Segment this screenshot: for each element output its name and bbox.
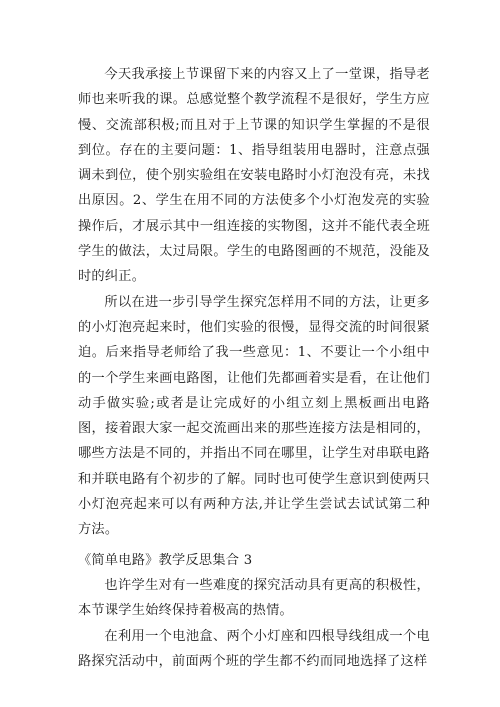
document-page [78,62,430,674]
paragraph-circuit-activity: 在利用一个电池盒、两个小灯座和四根导线组成一个电路探究活动中，前面两个班的学生都不约而同地选择了这样 [78,628,430,669]
section-title: 《简单电路》教学反思集合 3 [78,552,253,568]
paragraph-student-enthusiasm: 也许学生对有一些难度的探究活动具有更高的积极性，本节课学生始终保持着极高的热情。 [78,577,430,619]
paragraph-reflection-advice: 所以在进一步引导学生探究怎样用不同的方法，让更多的小灯泡亮起来时，他们实验的很慢，显得交流的时间很紧迫。后来指导老师给了我一些意见：1、不要让一个小组中的一个学生来画电路图，让他们先都画着实是看，在让他们动手做实验;或者是让完成好的小组立刻上黑板画出电路图，接着跟大家一起交流画出来的那些连接方法是相同的，哪些方法是不同的，并指出不同在哪里，让学生对串联电路和并联电路有个初步的了解。同时也可使学生意识到使两只小灯泡亮起来可以有两种方法,并让学生尝试去试试第二种方法。 [78,294,430,538]
paragraph-reflection-problems: 今天我承接上节课留下来的内容又上了一堂课，指导老师也来听我的课。总感觉整个教学流程不是很好，学生方应慢、交流部积极;而且对于上节课的知识学生掌握的不是很到位。存在的主要问题：1、指导组装用电器时，注意点强调未到位，使个别实验组在安装电路时小灯泡没有亮，未找出原因。2、学生在用不同的方法使多个小灯泡发亮的实验操作后，才展示其中一组连接的实物图，这并不能代表全班学生的做法，太过局限。学生的电路图画的不规范，没能及时的纠正。 [78,67,430,285]
